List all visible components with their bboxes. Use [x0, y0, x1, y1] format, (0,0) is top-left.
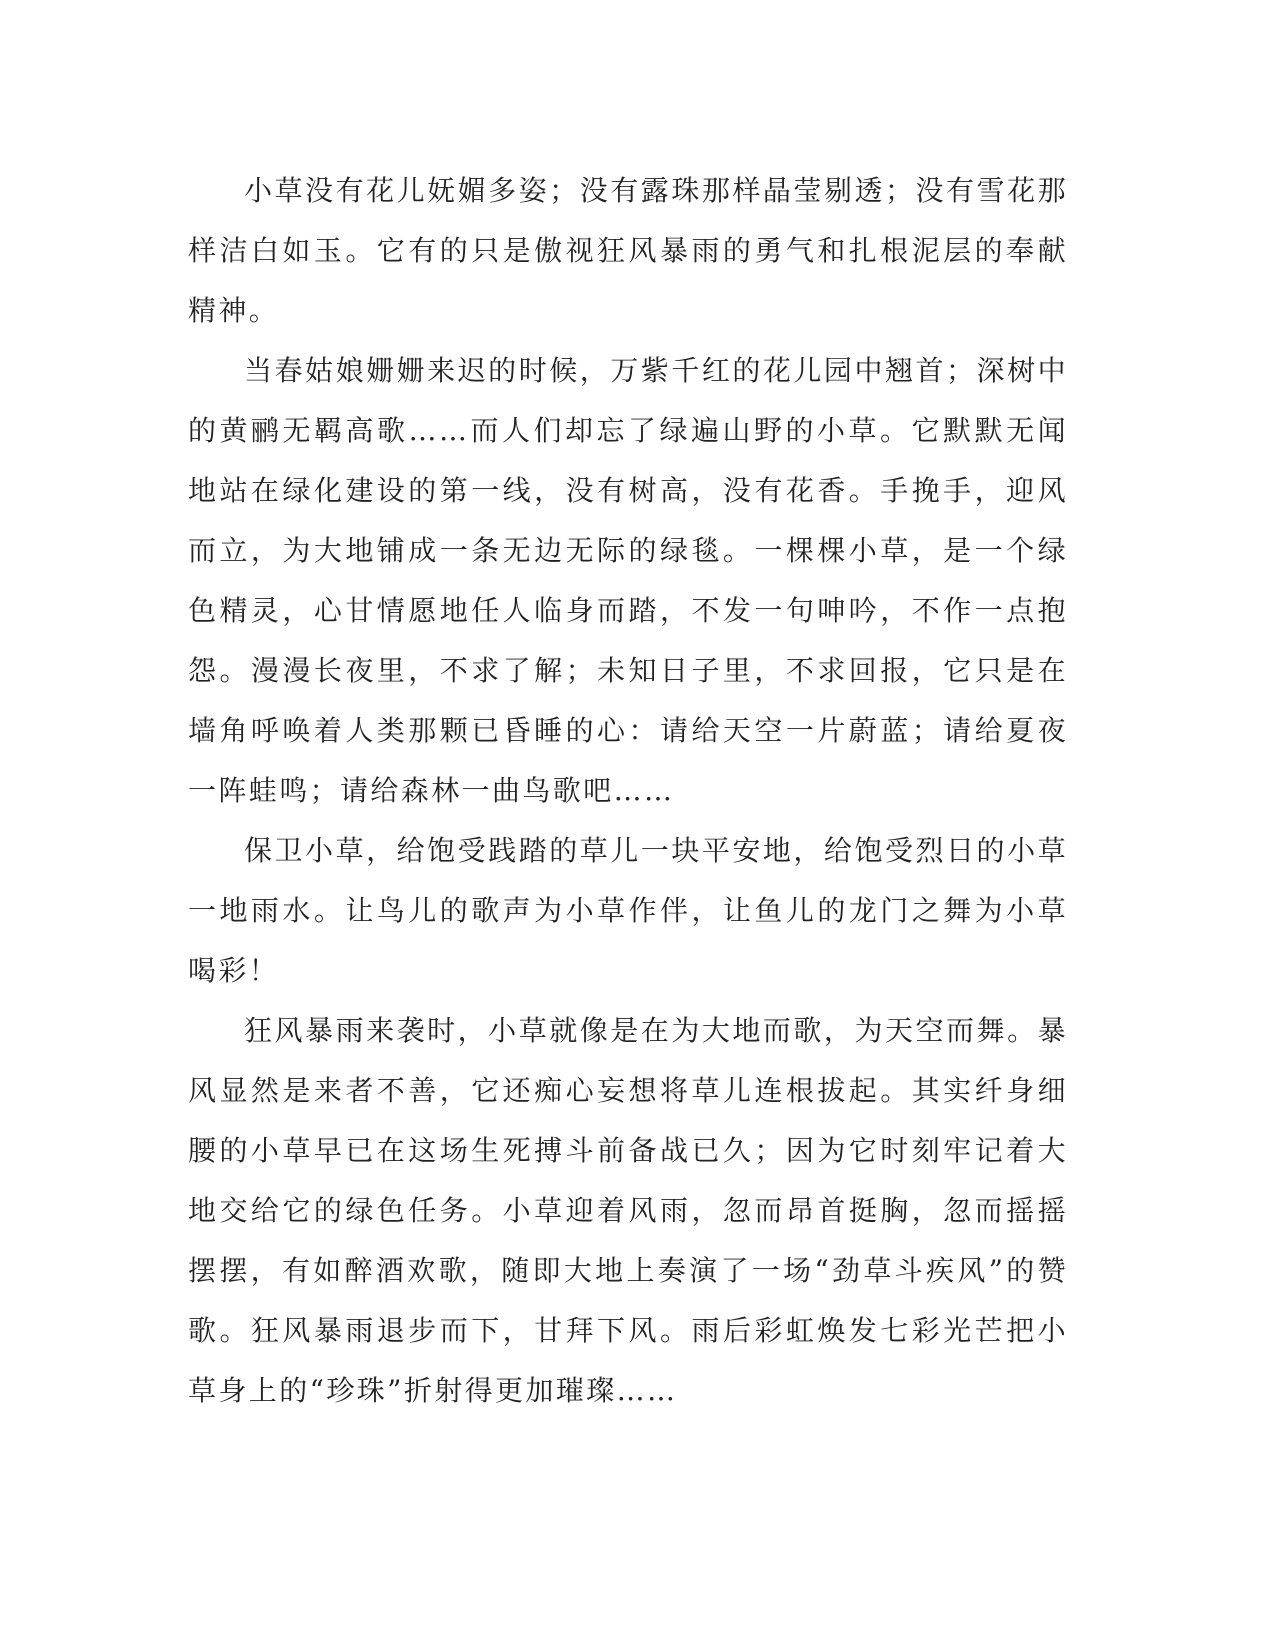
paragraph-4: 狂风暴雨来袭时，小草就像是在为大地而歌，为天空而舞。暴风显然是来者不善，它还痴心妄想将草儿连根拔起。其实纤身细腰的小草早已在这场生死搏斗前备战已久；因为它时刻牢记着大地交给它的绿色任务。小草迎着风雨，忽而昂首挺胸，忽而摇摇摆摆，有如醉酒欢歌，随即大地上奏演了一场“劲草斗疾风”的赞歌。狂风暴雨退步而下，甘拜下风。雨后彩虹焕发七彩光芒把小草身上的“珍珠”折射得更加璀璨……: [188, 1014, 1068, 1407]
paragraph-1: 小草没有花儿妩媚多姿；没有露珠那样晶莹剔透；没有雪花那样洁白如玉。它有的只是傲视狂风暴雨的勇气和扎根泥层的奉献精神。: [188, 174, 1068, 327]
document-body: [188, 161, 1068, 1421]
paragraph-3: 保卫小草，给饱受践踏的草儿一块平安地，给饱受烈日的小草一地雨水。让鸟儿的歌声为小草作伴，让鱼儿的龙门之舞为小草喝彩！: [188, 834, 1068, 987]
paragraph-2: 当春姑娘姗姗来迟的时候，万紫千红的花儿园中翘首；深树中的黄鹂无羁高歌……而人们却忘了绿遍山野的小草。它默默无闻地站在绿化建设的第一线，没有树高，没有花香。手挽手，迎风而立，为大地铺成一条无边无际的绿毯。一棵棵小草，是一个绿色精灵，心甘情愿地任人临身而踏，不发一句呻吟，不作一点抱怨。漫漫长夜里，不求了解；未知日子里，不求回报，它只是在墙角呼唤着人类那颗已昏睡的心：请给天空一片蔚蓝；请给夏夜一阵蛙鸣；请给森林一曲鸟歌吧……: [188, 354, 1068, 807]
